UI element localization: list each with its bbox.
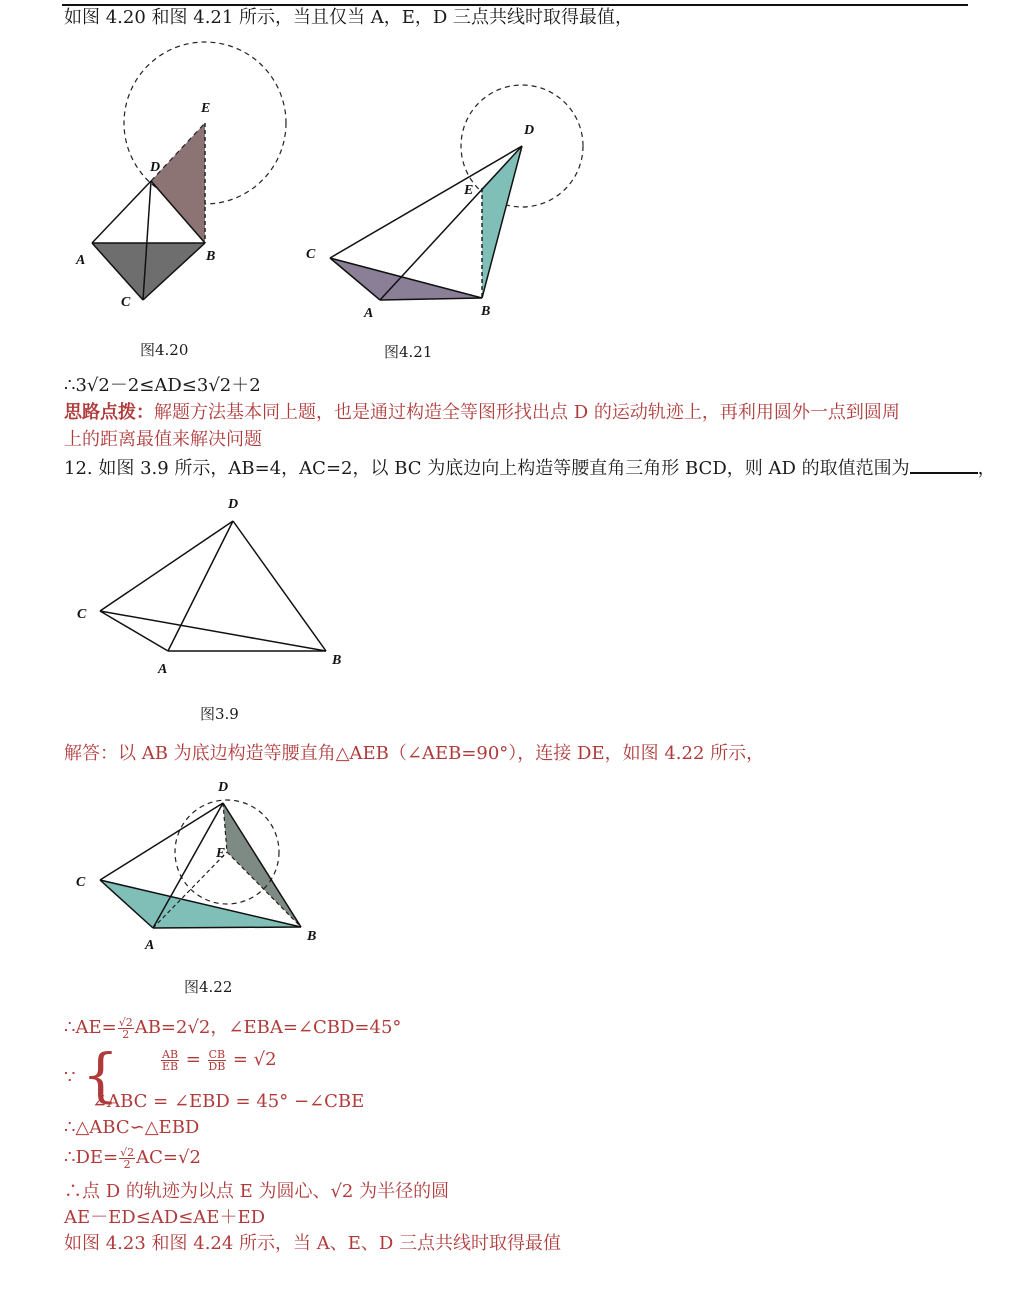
caption-fig-3-9: 图3.9	[200, 705, 239, 723]
ratio-line	[160, 1048, 277, 1072]
step-locus: ∴点 D 的轨迹为以点 E 为圆心、√2 为半径的圆	[64, 1181, 450, 1202]
step-ae-post: AB=2√2，∠EBA=∠CBD=45°	[134, 1017, 402, 1038]
angle-line: ∠ABC = ∠EBD = 45° −∠CBE	[92, 1091, 365, 1112]
label-b: B	[332, 653, 342, 668]
ratio-value: = √2	[232, 1049, 277, 1070]
hint-line-2: 上的距离最值来解决问题	[64, 429, 262, 450]
label-c: C	[76, 875, 86, 890]
step-de-pre: ∴DE=	[64, 1147, 119, 1168]
label-d: D	[150, 160, 161, 175]
fraction-sqrt2-over-2: $\frac{√2}{2}$	[120, 1145, 135, 1171]
label-e: E	[216, 846, 226, 861]
label-b: B	[307, 929, 317, 944]
step-ae-pre: ∴AE=	[64, 1017, 117, 1038]
step-inequality: AE－ED≤AD≤AE＋ED	[64, 1207, 266, 1228]
fraction-sqrt2-over-2: $\frac{√2}{2}$	[118, 1015, 133, 1041]
caption-fig-4-22: 图4.22	[184, 978, 233, 996]
caption-fig-4-21: 图4.21	[384, 343, 433, 361]
equals: =	[185, 1049, 201, 1070]
label-b: B	[206, 249, 216, 264]
step-de-post: AC=√2	[136, 1147, 201, 1168]
step-ae	[64, 1016, 401, 1040]
question-12-end: ，	[977, 458, 996, 479]
step-similar: ∴△ABC∽△EBD	[64, 1117, 200, 1138]
because-mark: ∵	[64, 1067, 76, 1088]
step-de	[64, 1146, 201, 1170]
label-d: D	[228, 497, 239, 512]
fraction-cb-db: $\frac{CB}{DB}$	[208, 1047, 226, 1073]
label-e: E	[464, 183, 474, 198]
range-result: ∴3√2－2≤AD≤3√2＋2	[64, 375, 261, 396]
label-b: B	[481, 304, 491, 319]
left-brace: {	[82, 1041, 119, 1109]
label-e: E	[201, 101, 211, 116]
label-d: D	[524, 123, 535, 138]
step-conclusion: 如图 4.23 和图 4.24 所示，当 A、E、D 三点共线时取得最值	[64, 1233, 562, 1254]
hint-text: 解题方法基本同上题，也是通过构造全等图形找出点 D 的运动轨迹上，再利用圆外一点到圆周	[154, 402, 900, 423]
label-a: A	[364, 306, 374, 321]
label-a: A	[145, 938, 155, 953]
caption-fig-4-20: 图4.20	[140, 341, 189, 359]
label-c: C	[77, 607, 87, 622]
hint-label: 思路点拨：	[64, 402, 154, 423]
text-line-1: 如图 4.20 和图 4.21 所示，当且仅当 A，E，D 三点共线时取得最值，	[64, 7, 634, 28]
label-a: A	[76, 253, 86, 268]
fraction-ab-eb: $\frac{AB}{EB}$	[161, 1047, 179, 1073]
label-c: C	[121, 295, 131, 310]
label-c: C	[306, 247, 316, 262]
solution-intro: 解答：以 AB 为底边构造等腰直角△AEB（∠AEB=90°），连接 DE，如图 4.22 所示，	[64, 743, 765, 764]
label-d: D	[218, 780, 229, 795]
question-12-text: 12. 如图 3.9 所示，AB=4，AC=2，以 BC 为底边向上构造等腰直角三角形 BCD，则 AD 的取值范围为	[64, 458, 910, 479]
label-a: A	[158, 662, 168, 677]
